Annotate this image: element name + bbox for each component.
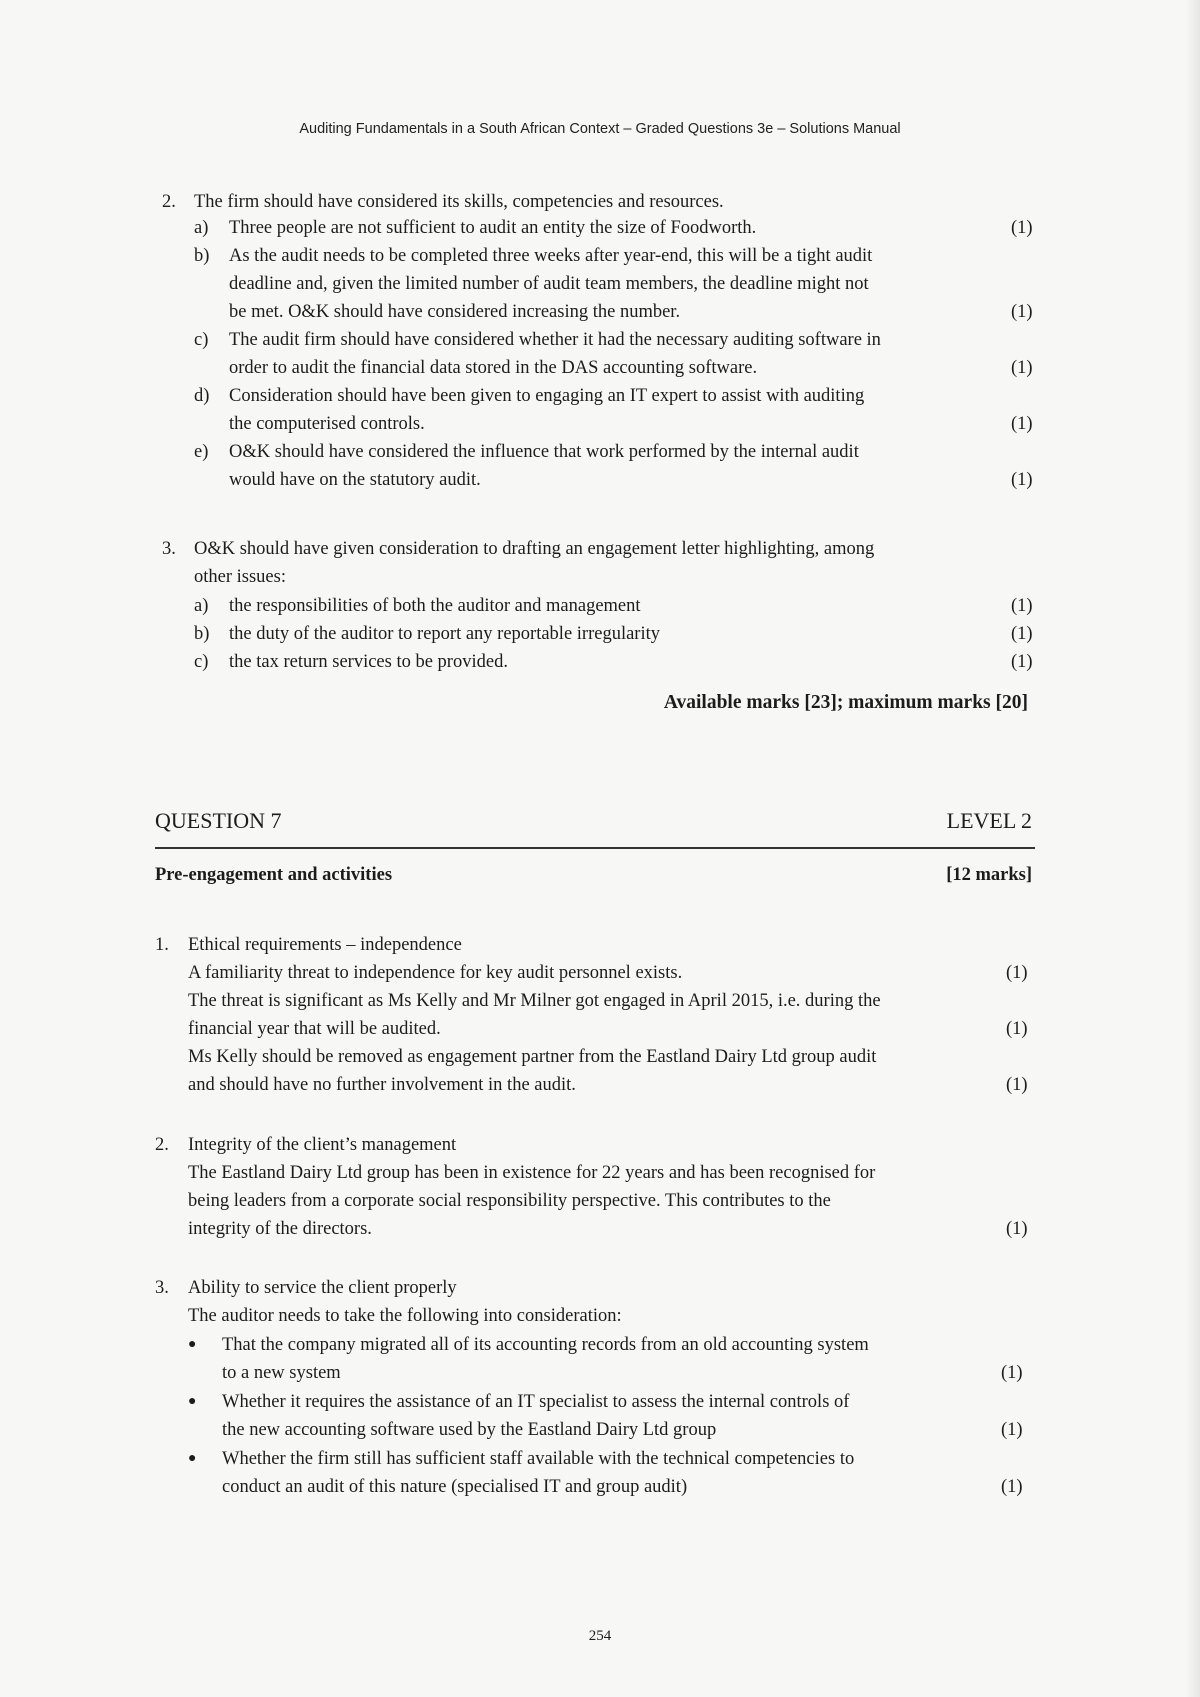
item-text: and should have no further involvement in the audit. [188, 1075, 576, 1095]
item-text: Ms Kelly should be removed as engagement partner from the Eastland Dairy Ltd group audit [188, 1047, 877, 1067]
mark: (1) [1006, 1219, 1028, 1239]
bullet-text: conduct an audit of this nature (specialised IT and group audit) [222, 1477, 688, 1497]
item-text: integrity of the directors. [188, 1219, 372, 1239]
mark: (1) [1001, 1420, 1023, 1440]
sub-text: would have on the statutory audit. [229, 470, 481, 490]
bullet-text: to a new system [222, 1363, 341, 1383]
sub-label: a) [194, 218, 209, 238]
item-text: O&K should have given consideration to drafting an engagement letter highlighting, among [194, 539, 875, 559]
mark: (1) [1011, 596, 1033, 616]
bullet-icon: ● [188, 1451, 197, 1466]
item-heading: Ability to service the client properly [188, 1278, 457, 1298]
heading-rule [155, 847, 1035, 849]
bullet-text: Whether the firm still has sufficient staff available with the technical competencies to [222, 1449, 855, 1469]
sub-label: c) [194, 652, 209, 672]
sub-label: c) [194, 330, 209, 350]
sub-text: deadline and, given the limited number of audit team members, the deadline might not [229, 274, 869, 294]
mark: (1) [1006, 1075, 1028, 1095]
sub-label: e) [194, 442, 209, 462]
sub-text: Three people are not sufficient to audit an entity the size of Foodworth. [229, 218, 757, 238]
item-number: 2. [155, 1135, 169, 1155]
mark: (1) [1001, 1363, 1023, 1383]
item-text: financial year that will be audited. [188, 1019, 441, 1039]
sub-text: O&K should have considered the influence that work performed by the internal audit [229, 442, 859, 462]
scan-edge-shadow [1186, 0, 1200, 1697]
sub-text: be met. O&K should have considered increasing the number. [229, 302, 681, 322]
item-text: The Eastland Dairy Ltd group has been in existence for 22 years and has been recognised for [188, 1163, 876, 1183]
sub-text: Consideration should have been given to engaging an IT expert to assist with auditing [229, 386, 865, 406]
bullet-text: That the company migrated all of its accounting records from an old accounting system [222, 1335, 869, 1355]
item-text: The auditor needs to take the following into consideration: [188, 1306, 622, 1326]
question-title: QUESTION 7 [155, 808, 282, 833]
sub-text: the duty of the auditor to report any reportable irregularity [229, 624, 661, 644]
mark: (1) [1011, 302, 1033, 322]
sub-text: The audit firm should have considered whether it had the necessary auditing software in [229, 330, 881, 350]
mark: (1) [1006, 1019, 1028, 1039]
item-text: other issues: [194, 567, 286, 587]
item-text: being leaders from a corporate social responsibility perspective. This contributes to the [188, 1191, 831, 1211]
sub-label: d) [194, 386, 210, 406]
mark: (1) [1011, 470, 1033, 490]
item-number: 3. [162, 539, 176, 559]
mark: (1) [1011, 218, 1033, 238]
page-number: 254 [588, 1628, 612, 1644]
sub-label: b) [194, 246, 210, 266]
item-heading: Ethical requirements – independence [188, 935, 462, 955]
marks-summary: Available marks [23]; maximum marks [20] [663, 692, 1028, 713]
question-marks: [12 marks] [946, 865, 1032, 885]
item-heading: Integrity of the client’s management [188, 1135, 457, 1155]
item-text: A familiarity threat to independence for key audit personnel exists. [188, 963, 683, 983]
item-number: 2. [162, 192, 176, 212]
mark: (1) [1011, 624, 1033, 644]
sub-text: the computerised controls. [229, 414, 425, 434]
bullet-text: Whether it requires the assistance of an IT specialist to assess the internal controls of [222, 1392, 850, 1412]
item-number: 1. [155, 935, 169, 955]
sub-text: As the audit needs to be completed three weeks after year-end, this will be a tight audit [229, 246, 873, 266]
sub-label: a) [194, 596, 209, 616]
running-header: Auditing Fundamentals in a South African Context – Graded Questions 3e – Solutions Manual [299, 121, 901, 137]
sub-text: order to audit the financial data stored in the DAS accounting software. [229, 358, 758, 378]
sub-label: b) [194, 624, 210, 644]
item-text: The firm should have considered its skills, competencies and resources. [194, 192, 724, 212]
mark: (1) [1001, 1477, 1023, 1497]
bullet-text: the new accounting software used by the Eastland Dairy Ltd group [222, 1420, 717, 1440]
bullet-icon: ● [188, 1337, 197, 1352]
mark: (1) [1011, 652, 1033, 672]
mark: (1) [1006, 963, 1028, 983]
question-subtitle: Pre-engagement and activities [155, 865, 393, 885]
mark: (1) [1011, 358, 1033, 378]
item-text: The threat is significant as Ms Kelly and Mr Milner got engaged in April 2015, i.e. during the [188, 991, 881, 1011]
bullet-icon: ● [188, 1394, 197, 1409]
sub-text: the tax return services to be provided. [229, 652, 508, 672]
mark: (1) [1011, 414, 1033, 434]
item-number: 3. [155, 1278, 169, 1298]
question-level: LEVEL 2 [946, 808, 1032, 833]
sub-text: the responsibilities of both the auditor and management [229, 596, 641, 616]
